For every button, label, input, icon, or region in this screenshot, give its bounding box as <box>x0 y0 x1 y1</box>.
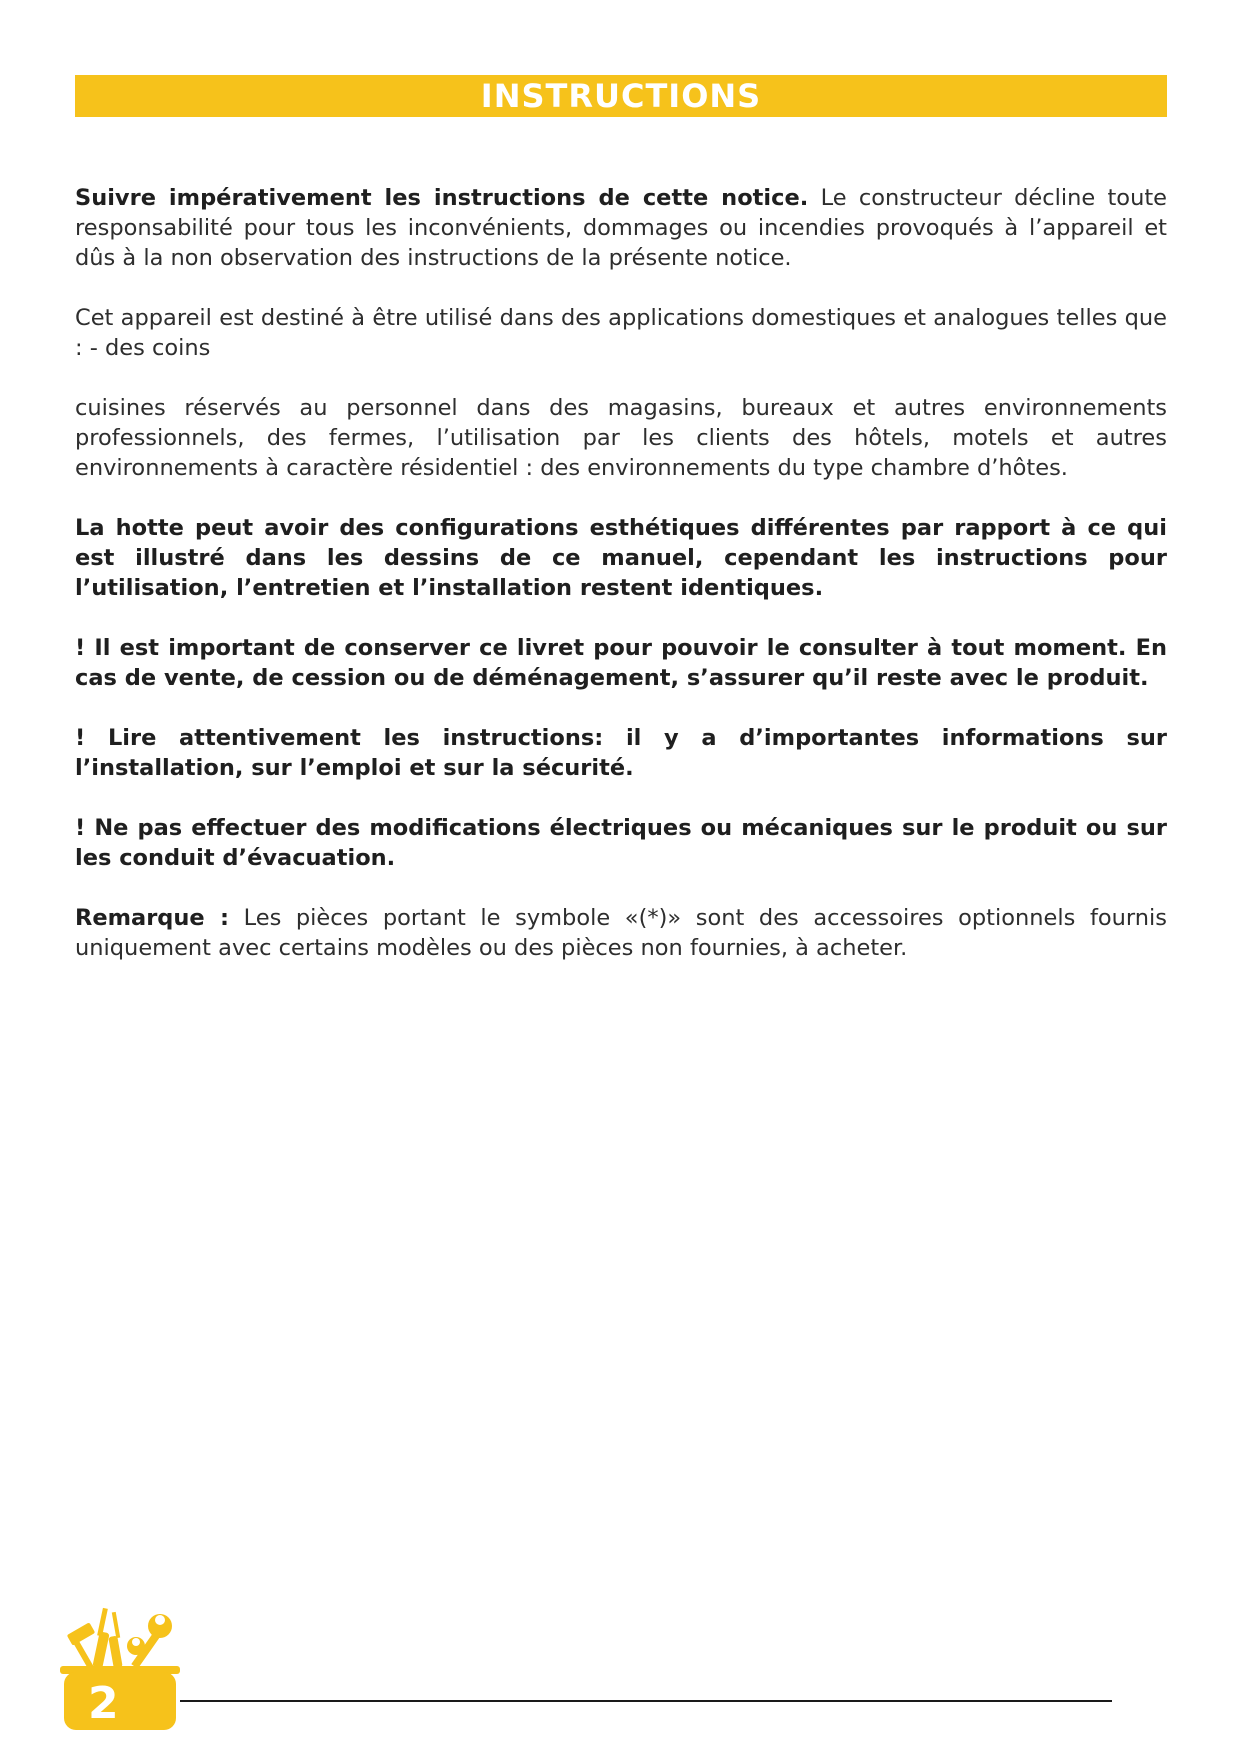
instructions-body <box>75 183 1167 993</box>
section-header-bar <box>75 75 1167 117</box>
paragraph-text: ! Il est important de conserver ce livret pour pouvoir le consulter à tout moment. En cas de vente, de cession ou de déménagement, s’assurer qu’il reste avec le produit. <box>75 635 1167 691</box>
paragraph-notice <box>75 183 1167 273</box>
paragraph-text: ! Ne pas effectuer des modifications électriques ou mécaniques sur le produit ou sur les conduit d’évacuation. <box>75 815 1167 871</box>
paragraph-lead: Remarque : <box>75 905 229 931</box>
paragraph-text: Les pièces portant le symbole «(*)» sont des accessoires optionnels fournis uniquement avec certains modèles ou des pièces non fournies, à acheter. <box>75 905 1167 961</box>
paragraph-no-modifications <box>75 813 1167 873</box>
paragraph-text: ! Lire attentivement les instructions: il y a d’importantes informations sur l’installation, sur l’emploi et sur la sécurité. <box>75 725 1167 781</box>
paragraph-text: La hotte peut avoir des configurations esthétiques différentes par rapport à ce qui est illustré dans les dessins de ce manuel, cependant les instructions pour l’utilisation, l’entretien et l’installation restent identiques. <box>75 515 1167 601</box>
footer-divider <box>180 1700 1112 1702</box>
paragraph-text: Le constructeur décline toute responsabilité pour tous les inconvénients, dommages ou incendies provoqués à l’appareil et dûs à la non observation des instructions de la présente notice. <box>75 185 1168 271</box>
paragraph-intended-use <box>75 303 1167 363</box>
page-title: INSTRUCTIONS <box>480 77 762 115</box>
paragraph-text: cuisines réservés au personnel dans des magasins, bureaux et autres environnements professionnels, des fermes, l’utilisation par les clients des hôtels, motels et autres environnements à caractère résidentiel : des environnements du type chambre d’hôtes. <box>75 395 1167 481</box>
paragraph-remark <box>75 903 1167 963</box>
page-number: 2 <box>88 1678 119 1729</box>
paragraph-configurations <box>75 513 1167 603</box>
paragraph-lead: Suivre impérativement les instructions de cette notice. <box>75 185 809 211</box>
paragraph-read-carefully <box>75 723 1167 783</box>
paragraph-environments <box>75 393 1167 483</box>
paragraph-keep-booklet <box>75 633 1167 693</box>
paragraph-text: Cet appareil est destiné à être utilisé dans des applications domestiques et analogues telles que : - des coins <box>75 305 1167 361</box>
